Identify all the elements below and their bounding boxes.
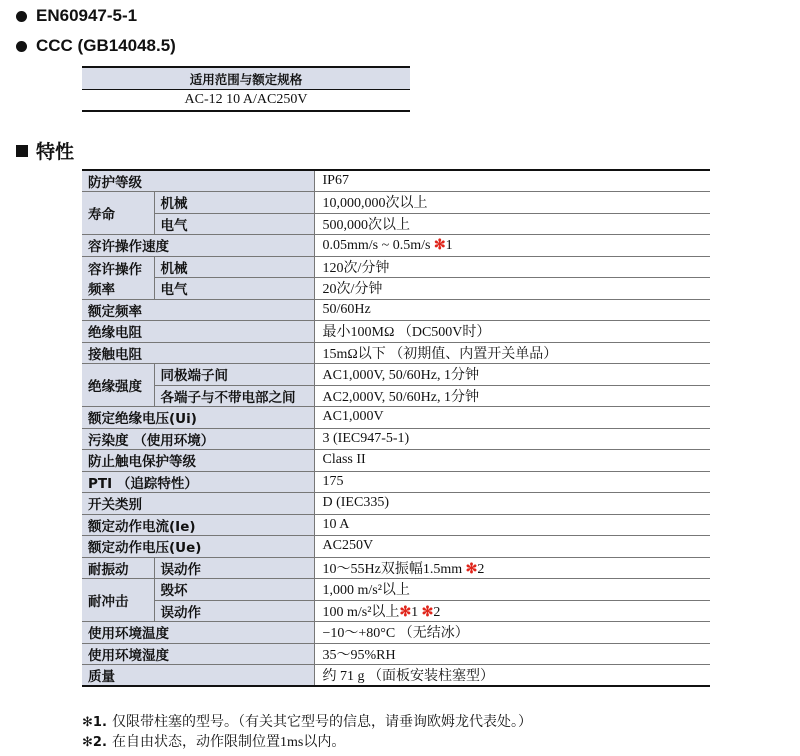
spec-sublabel: 同极端子间 bbox=[154, 364, 314, 386]
scope-rating-table bbox=[82, 66, 410, 112]
spec-value: 10～55Hz双振幅1.5mm bbox=[322, 561, 463, 577]
table-row bbox=[82, 213, 710, 235]
spec-label: 接触电阻 bbox=[82, 342, 314, 364]
spec-value: 10,000,000次以上 bbox=[314, 192, 710, 214]
note-ref: 1 bbox=[445, 237, 453, 253]
spec-value: 50/60Hz bbox=[314, 299, 710, 321]
spec-value: 最小100MΩ （DC500V时） bbox=[314, 321, 710, 343]
footnote bbox=[82, 733, 532, 753]
table-row bbox=[82, 493, 710, 515]
table-row bbox=[82, 278, 710, 300]
footnotes bbox=[82, 713, 532, 753]
table-row bbox=[82, 299, 710, 321]
spec-value: Class II bbox=[314, 450, 710, 472]
spec-value: 500,000次以上 bbox=[314, 213, 710, 235]
table-row bbox=[82, 579, 710, 601]
table-row bbox=[82, 385, 710, 407]
footnote-text: 在自由状态，动作限制位置1ms以内。 bbox=[112, 735, 346, 750]
spec-label-line: 容许操作 bbox=[88, 261, 142, 278]
table-row bbox=[82, 342, 710, 364]
spec-sublabel: 毁坏 bbox=[154, 579, 314, 601]
square-bullet-icon bbox=[16, 145, 28, 157]
spec-value: 约 71 g （面板安装柱塞型） bbox=[314, 665, 710, 687]
spec-sublabel: 误动作 bbox=[154, 557, 314, 579]
table-row bbox=[82, 321, 710, 343]
spec-label: 绝缘电阻 bbox=[82, 321, 314, 343]
spec-label-line: 频率 bbox=[88, 281, 115, 298]
spec-value: AC250V bbox=[314, 536, 710, 558]
footnote-text: 仅限带柱塞的型号。（有关其它型号的信息，请垂询欧姆龙代表处。） bbox=[112, 715, 532, 730]
bullet-dot-icon bbox=[16, 11, 27, 22]
table-row bbox=[82, 600, 710, 622]
scope-value: AC-12 10 A/AC250V bbox=[184, 92, 308, 107]
note-ref: 2 bbox=[433, 604, 441, 620]
spec-label: 额定频率 bbox=[82, 299, 314, 321]
spec-label: 开关类别 bbox=[82, 493, 314, 515]
footnote-mark: ✻1. bbox=[82, 715, 107, 730]
spec-label: 防止触电保护等级 bbox=[82, 450, 314, 472]
spec-value: 10 A bbox=[314, 514, 710, 536]
spec-label: 质量 bbox=[82, 665, 314, 687]
spec-label bbox=[82, 256, 154, 299]
spec-value: 35～95%RH bbox=[314, 643, 710, 665]
note-star-icon: ✻ bbox=[433, 237, 446, 253]
spec-value: 100 m/s²以上 bbox=[322, 604, 400, 620]
spec-label: 额定动作电流(Ie) bbox=[82, 514, 314, 536]
spec-label: 绝缘强度 bbox=[82, 364, 154, 407]
spec-sublabel: 误动作 bbox=[154, 600, 314, 622]
table-row bbox=[82, 192, 710, 214]
table-row bbox=[82, 471, 710, 493]
spec-label: 防护等级 bbox=[82, 170, 314, 192]
spec-label: 额定动作电压(Ue) bbox=[82, 536, 314, 558]
spec-value: 15mΩ以下 （初期值、内置开关单品） bbox=[314, 342, 710, 364]
spec-value-cell bbox=[314, 557, 710, 579]
bullet-dot-icon bbox=[16, 41, 27, 52]
spec-value: D (IEC335) bbox=[314, 493, 710, 515]
spec-value: AC1,000V, 50/60Hz, 1分钟 bbox=[314, 364, 710, 386]
table-row bbox=[82, 665, 710, 687]
spec-sublabel: 电气 bbox=[154, 213, 314, 235]
table-row bbox=[82, 364, 710, 386]
spec-value: AC2,000V, 50/60Hz, 1分钟 bbox=[314, 385, 710, 407]
scope-header: 适用范围与额定规格 bbox=[82, 67, 410, 90]
spec-value: IP67 bbox=[314, 170, 710, 192]
note-star-icon: ✻ bbox=[465, 561, 478, 577]
spec-label: 使用环境湿度 bbox=[82, 643, 314, 665]
table-row bbox=[82, 450, 710, 472]
spec-label: 污染度 （使用环境） bbox=[82, 428, 314, 450]
table-row bbox=[82, 557, 710, 579]
note-ref: 1 bbox=[411, 604, 419, 620]
table-row bbox=[82, 256, 710, 278]
note-star-icon: ✻ bbox=[421, 604, 434, 620]
spec-label: 容许操作速度 bbox=[82, 235, 314, 257]
spec-value: 1,000 m/s²以上 bbox=[314, 579, 710, 601]
table-row bbox=[82, 170, 710, 192]
table-row bbox=[82, 536, 710, 558]
spec-label: 额定绝缘电压(Ui) bbox=[82, 407, 314, 429]
table-row bbox=[82, 428, 710, 450]
table-row bbox=[82, 514, 710, 536]
spec-value-cell bbox=[314, 235, 710, 257]
standard-item bbox=[16, 36, 176, 56]
section-title: 特性 bbox=[36, 141, 75, 163]
spec-value: 0.05mm/s ~ 0.5m/s bbox=[322, 237, 431, 253]
spec-value: 120次/分钟 bbox=[314, 256, 710, 278]
table-row bbox=[82, 643, 710, 665]
spec-sublabel: 电气 bbox=[154, 278, 314, 300]
standard-label: CCC (GB14048.5) bbox=[36, 36, 176, 55]
characteristics-table bbox=[82, 169, 710, 687]
spec-value: −10～+80°C （无结冰） bbox=[314, 622, 710, 644]
section-heading bbox=[16, 137, 74, 164]
spec-label: 耐振动 bbox=[82, 557, 154, 579]
note-ref: 2 bbox=[477, 561, 485, 577]
standard-item bbox=[16, 6, 137, 26]
table-row bbox=[82, 407, 710, 429]
spec-value: 175 bbox=[314, 471, 710, 493]
spec-label: 寿命 bbox=[82, 192, 154, 235]
spec-sublabel: 各端子与不带电部之间 bbox=[154, 385, 314, 407]
spec-label: 使用环境温度 bbox=[82, 622, 314, 644]
spec-value: AC1,000V bbox=[314, 407, 710, 429]
standard-label: EN60947-5-1 bbox=[36, 6, 138, 25]
spec-value-cell bbox=[314, 600, 710, 622]
note-star-icon: ✻ bbox=[399, 604, 412, 620]
table-row bbox=[82, 235, 710, 257]
footnote bbox=[82, 713, 532, 733]
spec-sublabel: 机械 bbox=[154, 256, 314, 278]
table-row bbox=[82, 622, 710, 644]
spec-value: 3 (IEC947-5-1) bbox=[314, 428, 710, 450]
spec-value: 20次/分钟 bbox=[314, 278, 710, 300]
spec-label: PTI （追踪特性） bbox=[82, 471, 314, 493]
spec-sublabel: 机械 bbox=[154, 192, 314, 214]
footnote-mark: ✻2. bbox=[82, 735, 107, 750]
spec-label: 耐冲击 bbox=[82, 579, 154, 622]
